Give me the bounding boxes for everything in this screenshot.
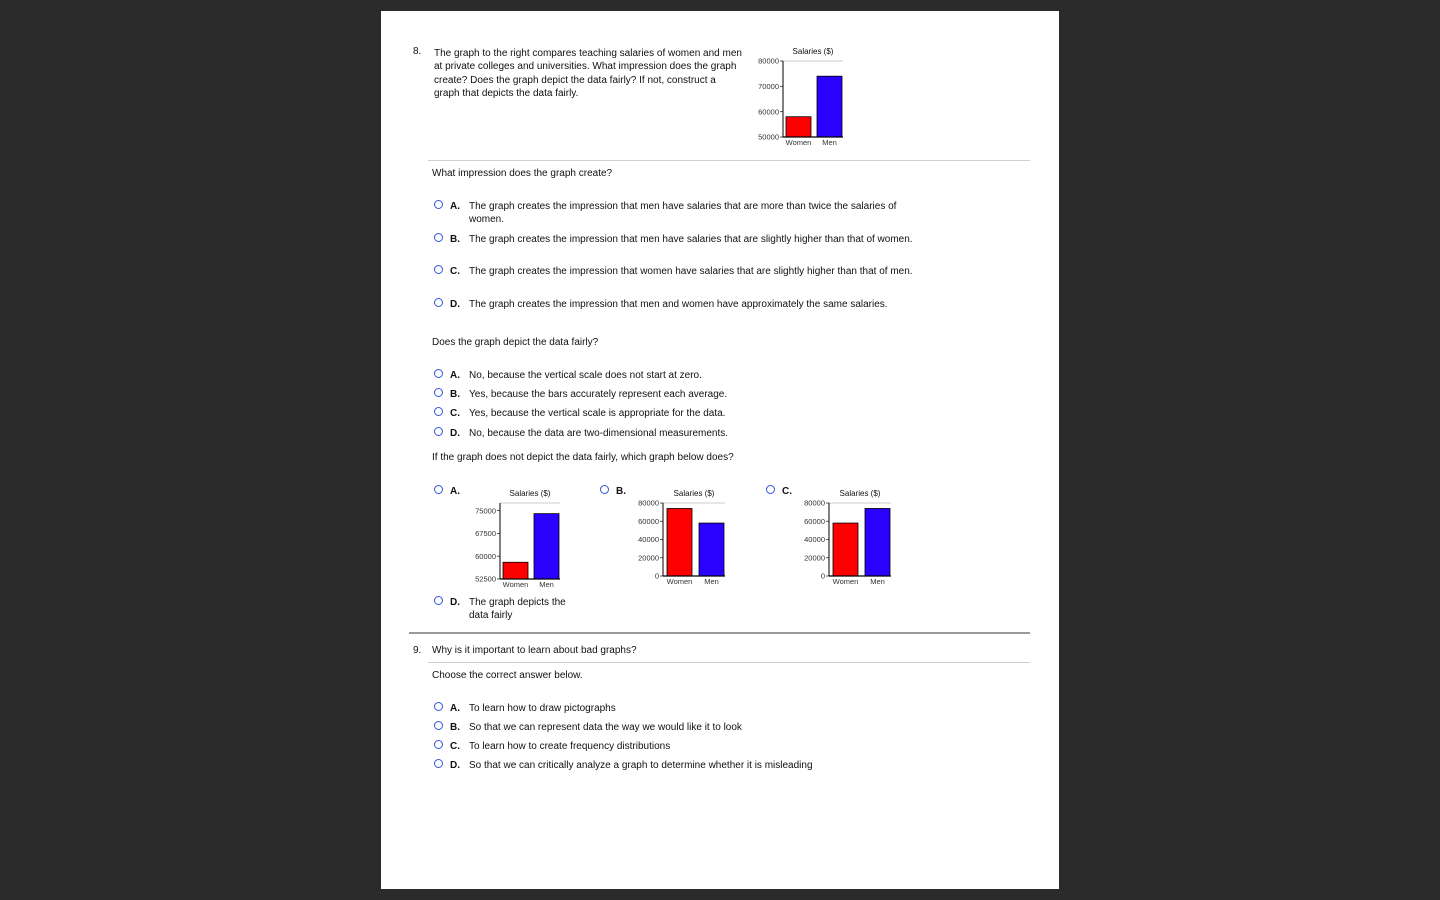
chart-title: Salaries ($) <box>509 489 551 498</box>
worksheet-page: 8. The graph to the right compares teaching salaries of women and men at private colleges and universities. What impression does the graph create? Does the graph depict the data fairly? If not, construct a graph that depicts the data fairly. Salaries ($) 50000 60000 70000 80000 Women Men What impression does the graph create? A. The graph creates the impression that men have salaries that are more than twice the salaries of women. B. The graph creates the impression that men have salaries that are slightly higher than that of women. C. The graph creates the impression that women have salaries that are slightly higher than that of men. D. The graph creates the impression that men and women have approximately the same salaries. Does the graph depict the data fairly? A. No, because the vertical scale does not start at zero. B. Yes, because the bars accurately represent each average. C. Yes, because the vertical scale is appropriate for the data. D. No, because the data are two-dimensional measurements. If the graph does not depict the data fairly, which graph below does? A. Salaries ($) 52500 60000 67500 75000 Women Men B. Salaries ($) 0 20000 40000 60000 80000 Women Men C. Salaries ($) 0 20000 40000 60000 80000 Women Men D. The graph depicts the data fairly 9. Why is it important to learn about bad graphs? Choose the correct answer below. A. To learn how to draw pictographs B. So that we can represent data the way we would like it to look C. To learn how to create frequency distributions D. So that we can critically analyze a graph to determine whether it is misleading <box>381 11 1059 889</box>
bar-women <box>786 117 811 137</box>
y-tick-label: 52500 <box>475 574 496 584</box>
radio-button[interactable] <box>434 407 443 416</box>
chart-title: Salaries ($) <box>839 489 881 498</box>
chart-title: Salaries ($) <box>673 489 715 498</box>
y-tick-label: 0 <box>820 571 825 581</box>
q8-part3-prompt: If the graph does not depict the data fairly, which graph below does? <box>432 452 734 463</box>
y-tick-label: 60000 <box>638 516 659 526</box>
bar-women <box>833 523 858 576</box>
radio-button[interactable] <box>434 298 443 307</box>
divider <box>428 662 1030 663</box>
radio-button[interactable] <box>434 388 443 397</box>
radio-button[interactable] <box>434 369 443 378</box>
bar-women <box>503 562 528 579</box>
x-tick-label: Men <box>539 580 554 587</box>
x-tick-label: Women <box>666 577 693 586</box>
radio-button[interactable] <box>434 485 443 494</box>
radio-button[interactable] <box>434 200 443 209</box>
y-tick-label: 20000 <box>804 553 825 563</box>
q8-number: 8. <box>413 46 422 57</box>
question-divider <box>409 632 1030 634</box>
q8-part2-prompt: Does the graph depict the data fairly? <box>432 337 599 348</box>
x-tick-label: Women <box>785 138 812 147</box>
radio-button[interactable] <box>434 759 443 768</box>
x-tick-label: Women <box>502 580 529 587</box>
x-tick-label: Women <box>832 577 859 586</box>
radio-button[interactable] <box>434 721 443 730</box>
y-tick-label: 0 <box>654 571 659 581</box>
q9-prompt: Choose the correct answer below. <box>432 670 583 681</box>
y-tick-label: 67500 <box>475 529 496 539</box>
main-salary-chart <box>746 43 856 151</box>
y-tick-label: 60000 <box>758 107 779 117</box>
option-a-chart <box>464 485 574 587</box>
radio-button[interactable] <box>434 233 443 242</box>
bar-women <box>667 508 692 576</box>
y-tick-label: 80000 <box>758 56 779 66</box>
bar-men <box>865 508 890 576</box>
x-tick-label: Men <box>704 577 719 586</box>
radio-button[interactable] <box>766 485 775 494</box>
y-tick-label: 80000 <box>804 498 825 508</box>
radio-button[interactable] <box>434 427 443 436</box>
y-tick-label: 80000 <box>638 498 659 508</box>
chart-title: Salaries ($) <box>792 47 834 56</box>
q8-question-text: The graph to the right compares teaching salaries of women and men at private colleges and universities. What impression does the graph create? Does the graph depict the data fairly? If not, construct a graph that depicts the data fairly. <box>434 48 742 99</box>
radio-button[interactable] <box>600 485 609 494</box>
y-tick-label: 60000 <box>804 516 825 526</box>
bar-men <box>534 514 559 579</box>
q9-number: 9. <box>413 645 422 656</box>
x-tick-label: Men <box>870 577 885 586</box>
option-b-chart <box>629 483 739 587</box>
y-tick-label: 40000 <box>638 535 659 545</box>
y-tick-label: 70000 <box>758 82 779 92</box>
bar-men <box>817 76 842 137</box>
y-tick-label: 20000 <box>638 553 659 563</box>
x-tick-label: Men <box>822 138 837 147</box>
y-tick-label: 60000 <box>475 551 496 561</box>
radio-button[interactable] <box>434 740 443 749</box>
radio-button[interactable] <box>434 265 443 274</box>
y-tick-label: 40000 <box>804 535 825 545</box>
divider <box>428 160 1030 161</box>
y-tick-label: 50000 <box>758 132 779 142</box>
q8-part1-prompt: What impression does the graph create? <box>432 168 613 179</box>
q9-question-text: Why is it important to learn about bad graphs? <box>432 645 637 656</box>
bar-men <box>699 523 724 576</box>
option-c-chart <box>795 483 905 587</box>
radio-button[interactable] <box>434 596 443 605</box>
y-tick-label: 75000 <box>475 506 496 516</box>
radio-button[interactable] <box>434 702 443 711</box>
